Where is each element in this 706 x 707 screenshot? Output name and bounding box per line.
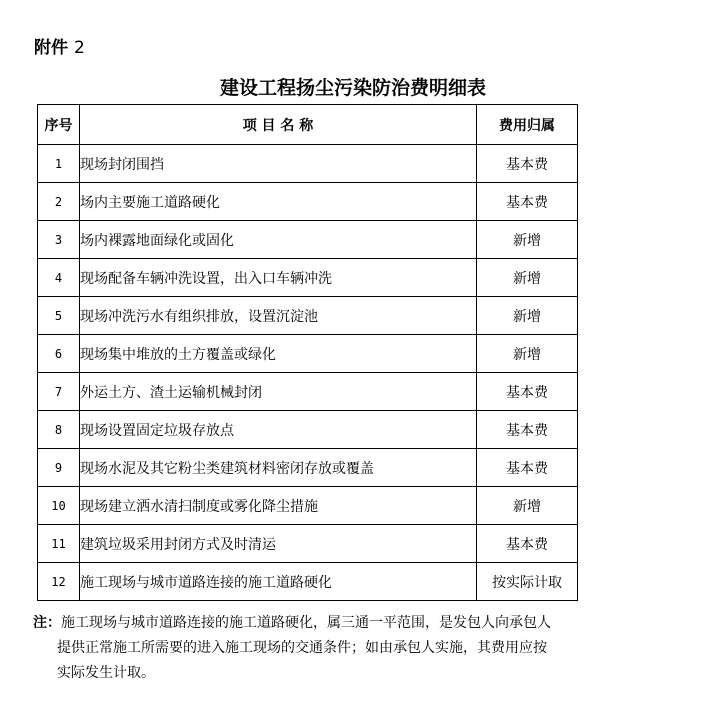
row-fee-category: 按实际计取 xyxy=(477,563,578,601)
row-index: 4 xyxy=(38,259,80,297)
row-item-name: 场内主要施工道路硬化 xyxy=(80,183,477,221)
row-index: 7 xyxy=(38,373,80,411)
row-item-name: 现场设置固定垃圾存放点 xyxy=(80,411,477,449)
row-index: 10 xyxy=(38,487,80,525)
row-fee-category: 新增 xyxy=(477,335,578,373)
row-fee-category: 基本费 xyxy=(477,449,578,487)
row-index: 2 xyxy=(38,183,80,221)
table-row xyxy=(38,449,578,487)
footnote-line-2: 提供正常施工所需要的进入施工现场的交通条件；如由承包人实施，其费用应按 xyxy=(57,640,547,656)
table-row xyxy=(38,563,578,601)
row-item-name: 现场冲洗污水有组织排放，设置沉淀池 xyxy=(80,297,477,335)
row-fee-category: 新增 xyxy=(477,487,578,525)
row-item-name: 现场配备车辆冲洗设置，出入口车辆冲洗 xyxy=(80,259,477,297)
header-item-name: 项 目 名 称 xyxy=(80,105,477,145)
table-row xyxy=(38,259,578,297)
header-index: 序号 xyxy=(38,105,80,145)
table-row xyxy=(38,525,578,563)
attachment-label xyxy=(34,38,85,58)
fee-detail-table xyxy=(37,104,578,601)
row-fee-category: 新增 xyxy=(477,259,578,297)
row-index: 1 xyxy=(38,145,80,183)
row-fee-category: 基本费 xyxy=(477,411,578,449)
table-row xyxy=(38,411,578,449)
table-row xyxy=(38,183,578,221)
table-row xyxy=(38,221,578,259)
table-row xyxy=(38,297,578,335)
footnote-line-3: 实际发生计取。 xyxy=(57,665,155,681)
row-item-name: 建筑垃圾采用封闭方式及时清运 xyxy=(80,525,477,563)
row-item-name: 现场封闭围挡 xyxy=(80,145,477,183)
row-item-name: 现场水泥及其它粉尘类建筑材料密闭存放或覆盖 xyxy=(80,449,477,487)
footnote-label: 注： xyxy=(33,615,61,631)
attachment-text: 附件 xyxy=(34,38,68,58)
table-row xyxy=(38,145,578,183)
table-row xyxy=(38,487,578,525)
row-item-name: 外运土方、渣土运输机械封闭 xyxy=(80,373,477,411)
row-index: 12 xyxy=(38,563,80,601)
table-header-row xyxy=(38,105,578,145)
row-index: 9 xyxy=(38,449,80,487)
row-item-name: 现场建立洒水清扫制度或雾化降尘措施 xyxy=(80,487,477,525)
attachment-number: 2 xyxy=(74,38,85,58)
row-fee-category: 基本费 xyxy=(477,183,578,221)
row-fee-category: 新增 xyxy=(477,297,578,335)
header-fee-category: 费用归属 xyxy=(477,105,578,145)
row-index: 6 xyxy=(38,335,80,373)
row-fee-category: 新增 xyxy=(477,221,578,259)
footnote-line-1 xyxy=(33,611,593,636)
table-row xyxy=(38,373,578,411)
row-fee-category: 基本费 xyxy=(477,525,578,563)
row-index: 8 xyxy=(38,411,80,449)
footnote xyxy=(33,611,593,686)
document-title: 建设工程扬尘污染防治费明细表 xyxy=(219,77,486,99)
row-index: 5 xyxy=(38,297,80,335)
table-row xyxy=(38,335,578,373)
row-index: 11 xyxy=(38,525,80,563)
row-fee-category: 基本费 xyxy=(477,373,578,411)
row-item-name: 现场集中堆放的土方覆盖或绿化 xyxy=(80,335,477,373)
row-item-name: 施工现场与城市道路连接的施工道路硬化 xyxy=(80,563,477,601)
footnote-text-1: 施工现场与城市道路连接的施工道路硬化，属三通一平范围，是发包人向承包人 xyxy=(61,615,551,631)
row-item-name: 场内裸露地面绿化或固化 xyxy=(80,221,477,259)
row-index: 3 xyxy=(38,221,80,259)
row-fee-category: 基本费 xyxy=(477,145,578,183)
